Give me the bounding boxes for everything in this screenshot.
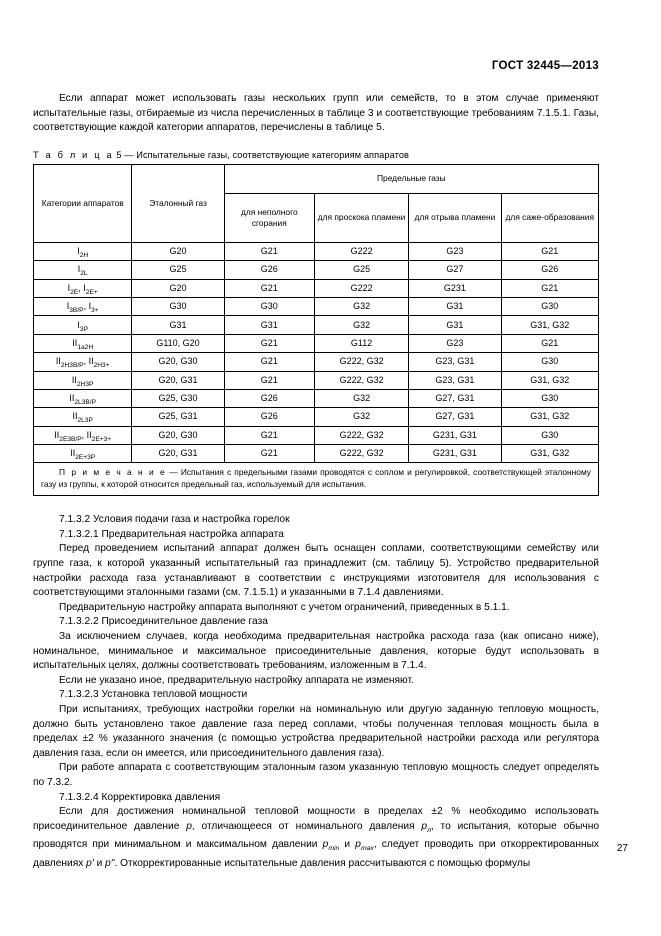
paragraph-unless-stated: Если не указано иное, предварительную настройку аппарата не изменяют. — [59, 674, 414, 686]
table-row — [34, 261, 599, 279]
pc-text-7: . Откорректированные испытательные давления рассчитываются с помощью формулы — [114, 858, 531, 869]
cell-sooting: G31, G32 — [501, 445, 598, 463]
cell-flame-lift: G231, G31 — [409, 445, 501, 463]
cell-category: $I_{3P}$ — [34, 316, 132, 334]
table-row — [34, 371, 599, 389]
header-flame-lift: для отрыва пламени — [409, 193, 501, 242]
cell-flashback: G222 — [314, 242, 408, 260]
cell-reference-gas: G25 — [132, 261, 224, 279]
variable-p-max-sub: max — [360, 845, 374, 853]
cell-reference-gas: G20 — [132, 279, 224, 297]
cell-reference-gas: G20 — [132, 242, 224, 260]
table-caption-label: Т а б л и ц а — [33, 149, 114, 160]
table-caption-title: Испытательные газы, соответствующие категориям аппаратов — [136, 149, 410, 160]
header-categories: Категории аппаратов — [34, 164, 132, 242]
cell-category: $I_{2H}$ — [34, 242, 132, 260]
cell-flame-lift: G231, G31 — [409, 426, 501, 444]
cell-flame-lift: G231 — [409, 279, 501, 297]
header-incomplete-combustion: для неполного сгорания — [224, 193, 314, 242]
standard-header: ГОСТ 32445—2013 — [491, 60, 599, 72]
cell-reference-gas: G20, G30 — [132, 353, 224, 371]
body-sections — [33, 513, 599, 871]
table-header-row-1 — [34, 164, 599, 193]
cell-flame-lift: G23, G31 — [409, 371, 501, 389]
table-caption — [33, 150, 599, 160]
variable-p-max — [355, 839, 374, 853]
cell-flashback: G222, G32 — [314, 445, 408, 463]
cell-flashback: G32 — [314, 316, 408, 334]
cell-reference-gas: G25, G30 — [132, 389, 224, 407]
table-caption-dash: — — [124, 149, 134, 160]
cell-flashback: G32 — [314, 389, 408, 407]
page-number: 27 — [616, 843, 628, 854]
section-heading-7-1-3-2-2: 7.1.3.2.2 Присоединительное давление газа — [59, 616, 268, 628]
variable-p-min — [322, 839, 340, 853]
table-row — [34, 353, 599, 371]
pc-text-2: , отличающееся от номинального давления — [191, 820, 422, 832]
variable-p-nominal-sub: л — [427, 826, 431, 834]
table-row — [34, 408, 599, 426]
variable-p-nominal-base: p — [421, 820, 428, 832]
cell-incomplete-combustion: G26 — [224, 261, 314, 279]
table-row — [34, 242, 599, 260]
variable-p-max-base: p — [355, 839, 361, 851]
table-row — [34, 426, 599, 444]
cell-reference-gas: G20, G30 — [132, 426, 224, 444]
cell-flashback: G25 — [314, 261, 408, 279]
cell-category: $I_{2L}$ — [34, 261, 132, 279]
cell-reference-gas: G25, G31 — [132, 408, 224, 426]
section-heading-7-1-3-2-1: 7.1.3.2.1 Предварительная настройка аппарата — [59, 528, 284, 540]
cell-incomplete-combustion: G21 — [224, 334, 314, 352]
cell-incomplete-combustion: G21 — [224, 279, 314, 297]
cell-category: $II_{2H3P}$ — [34, 371, 132, 389]
table-foot — [34, 463, 599, 496]
table-head — [34, 164, 599, 242]
pc-text-3: , то испытания, которые обычно проводятся при минимальном и максимальном давлении — [33, 820, 599, 851]
paragraph-connection-pressure: За исключением случаев, когда необходима предварительная настройка расхода газа (как описано ниже), номинальное, минимальное и максимальное присоединительные давления, которые будут использовать в испытательных целях, должны соответствовать требованиям, изложенным в 7.1.4. — [33, 631, 599, 672]
cell-flashback: G222, G32 — [314, 353, 408, 371]
cell-flame-lift: G27, G31 — [409, 389, 501, 407]
variable-p: p — [186, 820, 192, 832]
cell-incomplete-combustion: G21 — [224, 445, 314, 463]
table-note-row — [34, 463, 599, 496]
cell-category: $II_{2L3P}$ — [34, 408, 132, 426]
cell-flashback: G32 — [314, 408, 408, 426]
variable-p-double-prime: p" — [105, 858, 115, 869]
header-limit-gases: Предельные газы — [224, 164, 598, 193]
table-caption-number: 5 — [116, 149, 122, 160]
cell-sooting: G30 — [501, 297, 598, 315]
intro-paragraph: Если аппарат может использовать газы нескольких групп или семейств, то в этом случае применяют испытательные газы, отбираемые из числа перечисленных в таблице 3 и соответствующие требованиям 7.1.5.1. Газы, соответствующие каждой категории аппаратов, перечислены в таблице 5. — [33, 93, 599, 134]
cell-category: $II_{2H3B/P}$, $II_{2H3+}$ — [34, 353, 132, 371]
cell-flashback: G112 — [314, 334, 408, 352]
cell-sooting: G26 — [501, 261, 598, 279]
cell-flashback: G222 — [314, 279, 408, 297]
cell-incomplete-combustion: G26 — [224, 408, 314, 426]
variable-p-min-sub: min — [328, 845, 340, 853]
cell-category: $I_{3B/P}$, $I_{3+}$ — [34, 297, 132, 315]
header-reference-gas: Эталонный газ — [132, 164, 224, 242]
paragraph-pre-setup: Перед проведением испытаний аппарат должен быть оснащен соплами, соответствующими семейству или группе газа, к которой указанный испытательный газ принадлежит (см. таблицу 5). Устройство предварительной настройки расхода газа устанавливают в соответствии с инструкциями изготовителя для использования с соответствующими эталонными газами (см. 7.1.5.1) и указанными в 7.1.4 давлениями. — [33, 543, 599, 599]
pc-text-5: , следует проводить при откорректированных давлениях — [33, 839, 599, 869]
cell-incomplete-combustion: G26 — [224, 389, 314, 407]
section-heading-7-1-3-2-3: 7.1.3.2.3 Установка тепловой мощности — [59, 689, 248, 701]
cell-sooting: G30 — [501, 426, 598, 444]
cell-incomplete-combustion: G21 — [224, 371, 314, 389]
cell-sooting: G30 — [501, 389, 598, 407]
header-sooting: для саже-образования — [501, 193, 598, 242]
cell-flashback: G32 — [314, 297, 408, 315]
pc-text-4: и — [339, 839, 356, 851]
cell-category: $II_{2E3B/P}$, $II_{2E+3+}$ — [34, 426, 132, 444]
cell-incomplete-combustion: G21 — [224, 353, 314, 371]
cell-sooting: G31, G32 — [501, 408, 598, 426]
cell-sooting: G21 — [501, 334, 598, 352]
test-gases-table — [33, 164, 599, 497]
cell-reference-gas: G31 — [132, 316, 224, 334]
cell-flame-lift: G23 — [409, 334, 501, 352]
cell-flame-lift: G23 — [409, 242, 501, 260]
cell-flashback: G222, G32 — [314, 371, 408, 389]
table-row — [34, 445, 599, 463]
cell-category: $I_{2E}$, $I_{2E+}$ — [34, 279, 132, 297]
cell-category: $II_{1a2H}$ — [34, 334, 132, 352]
cell-reference-gas: G20, G31 — [132, 371, 224, 389]
header-flashback: для проскока пламени — [314, 193, 408, 242]
cell-flame-lift: G23, G31 — [409, 353, 501, 371]
table-row — [34, 389, 599, 407]
variable-p-nominal — [421, 821, 431, 832]
section-heading-7-1-3-2-4: 7.1.3.2.4 Корректировка давления — [59, 791, 221, 803]
cell-sooting: G31, G32 — [501, 371, 598, 389]
cell-category: $II_{2L3B/P}$ — [34, 389, 132, 407]
paragraph-pre-setup-limits: Предварительную настройку аппарата выполняют с учетом ограничений, приведенных в 5.1.1. — [59, 601, 510, 613]
table-note-label: П р и м е ч а н и е — [59, 467, 167, 478]
table-note — [34, 463, 599, 496]
cell-incomplete-combustion: G21 — [224, 426, 314, 444]
cell-reference-gas: G110, G20 — [132, 334, 224, 352]
table-note-text: — Испытания с предельными газами проводятся с соплом и регулировкой, соответствующей эталонному газу из группы, к которой относится предельный газ, используемый для испытания. — [41, 467, 591, 489]
cell-flame-lift: G27, G31 — [409, 408, 501, 426]
cell-flame-lift: G31 — [409, 316, 501, 334]
cell-incomplete-combustion: G21 — [224, 242, 314, 260]
cell-sooting: G21 — [501, 242, 598, 260]
cell-category: $II_{2E+3P}$ — [34, 445, 132, 463]
pc-text-1: Если для достижения номинальной тепловой мощности в пределах ±2 % необходимо использовать присоединительное давление — [33, 806, 599, 832]
cell-flame-lift: G31 — [409, 297, 501, 315]
table-row — [34, 334, 599, 352]
cell-reference-gas: G30 — [132, 297, 224, 315]
section-heading-7-1-3-2: 7.1.3.2 Условия подачи газа и настройка горелок — [59, 514, 290, 526]
cell-sooting: G21 — [501, 279, 598, 297]
table-row — [34, 279, 599, 297]
paragraph-reference-gas-operation: При работе аппарата с соответствующим эталонным газом указанную тепловую мощность следует определять по 7.3.2. — [33, 762, 599, 788]
variable-p-min-base: p — [322, 839, 329, 851]
table-row — [34, 297, 599, 315]
table-row — [34, 316, 599, 334]
cell-incomplete-combustion: G30 — [224, 297, 314, 315]
pc-text-6: и — [93, 858, 106, 869]
cell-flame-lift: G27 — [409, 261, 501, 279]
cell-sooting: G31, G32 — [501, 316, 598, 334]
paragraph-heat-output: При испытаниях, требующих настройки горелки на номинальную или другую заданную тепловую мощность, должно быть установлено такое давление газа перед соплами, чтобы полученная тепловая мощность была в пределах ±2 % указанного значения (с помощью устройства предварительной настройки расхода или регулятора давления газа, если он имеется, или присоединительного давления газа). — [33, 704, 599, 759]
cell-flashback: G222, G32 — [314, 426, 408, 444]
variable-p-prime: p' — [86, 858, 94, 869]
table-body — [34, 242, 599, 463]
page-content — [33, 60, 599, 872]
paragraph-pressure-correction — [33, 805, 599, 871]
cell-reference-gas: G20, G31 — [132, 445, 224, 463]
cell-sooting: G30 — [501, 353, 598, 371]
cell-incomplete-combustion: G31 — [224, 316, 314, 334]
